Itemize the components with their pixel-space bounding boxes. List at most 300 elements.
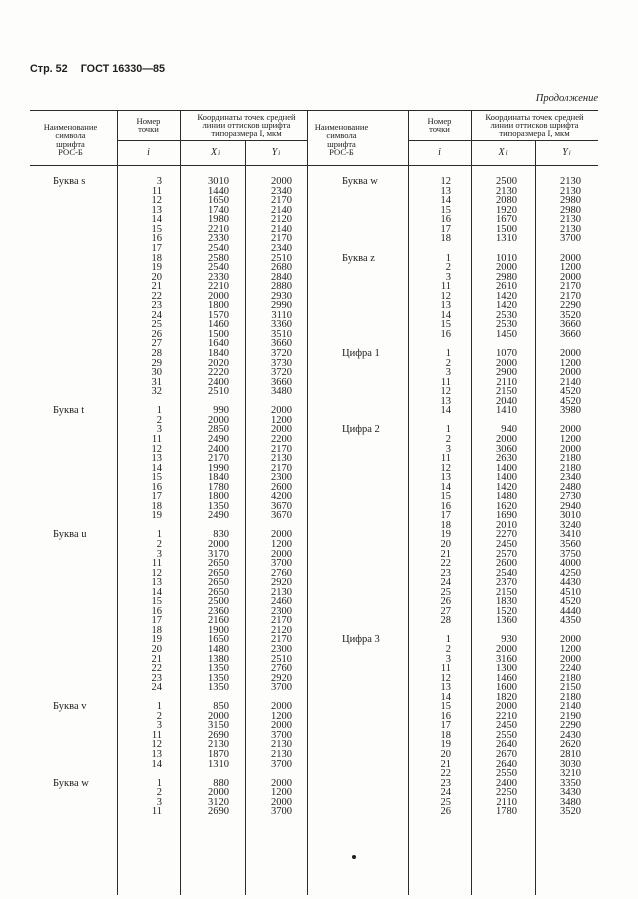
x-coordinate-cell: 1840 [208,472,229,484]
symbol-name-cell [307,187,408,197]
symbol-name-cell [30,215,117,225]
x-coordinate-cell: 2540 [208,243,229,255]
y-coordinate-cell: 2000 [560,424,581,436]
x-coordinate-cell: 1690 [496,510,517,522]
x-coordinate-cell: 2110 [496,796,517,808]
y-coordinate-cell: 2300 [271,472,292,484]
header-bottom-rule [30,165,598,166]
table-row [30,674,307,684]
y-coordinate-cell: 2760 [271,567,292,579]
y-coordinate-cell: 2810 [560,749,581,760]
point-number-cell: 16 [151,481,162,493]
table-row [307,254,598,264]
header-coordinates-text: Координаты точек средней линии оттисков шрифта типоразмера I, мкм [485,111,584,139]
y-coordinate-cell: 2130 [271,586,292,598]
symbol-name-cell [30,234,117,244]
symbol-name-cell [30,263,117,273]
point-number-cell: 19 [151,262,162,274]
table-row [30,177,307,187]
y-coordinate-cell: 3510 [271,328,292,340]
x-coordinate-cell: 1400 [496,462,517,474]
y-coordinate-cell: 2170 [271,195,292,207]
point-number-cell: 32 [151,386,162,398]
y-coordinate-cell: 2000 [271,529,292,541]
symbol-name-cell [30,731,117,741]
point-number-cell: 3 [156,796,162,808]
table-row [30,511,307,521]
table-row [30,349,307,359]
table-row [30,187,307,197]
symbol-name-cell [30,330,117,340]
point-number-cell: 1 [445,634,451,646]
x-coordinate-cell: 1350 [208,682,229,694]
symbol-name-cell [307,206,408,216]
x-coordinate-cell: 2270 [496,529,517,541]
y-coordinate-cell: 2000 [271,777,292,789]
table-row [307,750,598,760]
x-coordinate-cell: 1620 [496,500,517,512]
x-coordinate-cell: 2550 [496,768,517,780]
symbol-name-cell: Буква v [53,701,87,713]
x-coordinate-cell: 2000 [208,710,229,722]
x-coordinate-cell: 1670 [496,214,517,226]
table-row [30,320,307,330]
x-coordinate-cell: 1480 [496,491,517,503]
x-coordinate-cell: 1420 [496,481,517,493]
symbol-name-cell: Буква w [53,777,89,789]
y-coordinate-cell: 2000 [560,271,581,283]
header-coordinates-left [180,110,307,140]
x-coordinate-cell: 2540 [496,567,517,579]
symbol-name-cell [30,616,117,626]
x-coordinate-cell: 2900 [496,367,517,379]
point-number-cell: 17 [151,491,162,503]
x-coordinate-cell: 1460 [496,672,517,684]
point-number-cell: 3 [445,367,451,379]
symbol-name-cell [30,511,117,521]
point-number-cell: 1 [445,424,451,436]
y-coordinate-cell: 2170 [560,281,581,293]
table-row [307,225,598,235]
page-number-label: Стр. 52 [30,63,68,75]
header-y-right: Y i [562,146,571,158]
x-coordinate-cell: 1780 [496,806,517,818]
point-number-cell: 13 [151,204,162,216]
table-row [307,740,598,750]
symbol-name-cell [307,445,408,455]
x-coordinate-cell: 2360 [208,605,229,617]
table-row [30,731,307,741]
point-number-cell: 17 [440,223,451,235]
point-number-cell: 12 [440,672,451,684]
x-coordinate-cell: 3160 [496,653,517,665]
y-coordinate-cell: 2510 [271,653,292,665]
point-number-cell: 11 [151,433,162,445]
x-coordinate-cell: 1650 [208,195,229,207]
symbol-name-cell [307,683,408,693]
symbol-name-cell [307,664,408,674]
symbol-name-cell [307,693,408,703]
table-row [307,702,598,712]
table-row [30,760,307,770]
table-row [30,292,307,302]
table-row [307,330,598,340]
x-coordinate-cell: 2650 [208,586,229,598]
header-symbol-name-text: Наименование символа шрифта РОС-Б [43,122,98,157]
point-number-cell: 14 [151,758,162,770]
point-number-cell: 25 [440,586,451,598]
point-number-cell: 20 [440,749,451,760]
x-coordinate-cell: 2150 [496,386,517,398]
y-coordinate-cell: 2000 [271,548,292,560]
x-coordinate-cell: 1800 [208,300,229,312]
x-coordinate-cell: 830 [213,529,229,541]
header-x-symbol: X [498,146,505,158]
point-number-cell: 16 [440,500,451,512]
header-point-number-right [408,110,471,140]
symbol-name-cell [30,454,117,464]
table-row [307,483,598,493]
x-coordinate-cell: 1780 [208,481,229,493]
x-coordinate-cell: 1360 [496,615,517,627]
table-row [307,454,598,464]
table-body-left [30,177,307,817]
y-coordinate-cell: 2180 [560,453,581,465]
symbol-name-cell [30,607,117,617]
y-coordinate-cell: 2180 [560,691,581,703]
symbol-name-cell [30,225,117,235]
y-coordinate-cell: 2000 [271,796,292,808]
y-coordinate-cell: 3560 [560,538,581,550]
table-row [30,473,307,483]
y-coordinate-cell: 3660 [560,319,581,331]
point-number-cell: 3 [156,548,162,560]
header-coordinates-text: Координаты точек средней линии оттисков шрифта типоразмера I, мкм [197,111,296,139]
x-coordinate-cell: 1870 [208,749,229,760]
x-coordinate-cell: 2000 [208,538,229,550]
symbol-name-cell [30,597,117,607]
x-coordinate-cell: 2690 [208,806,229,818]
point-number-cell: 14 [440,195,451,207]
y-coordinate-cell: 2290 [560,300,581,312]
x-coordinate-cell: 2210 [208,223,229,235]
x-coordinate-cell: 1800 [208,491,229,503]
symbol-name-cell [30,435,117,445]
table-row [307,798,598,808]
y-coordinate-cell: 3210 [560,768,581,780]
x-coordinate-cell: 2400 [208,376,229,388]
symbol-name-cell [30,311,117,321]
table-row [307,425,598,435]
x-coordinate-cell: 1830 [496,596,517,608]
point-number-cell: 11 [151,558,162,570]
continuation-label: Продолжение [535,93,598,104]
table-row [30,664,307,674]
x-coordinate-cell: 1380 [208,653,229,665]
x-coordinate-cell: 2000 [496,433,517,445]
x-coordinate-cell: 2490 [208,510,229,522]
x-coordinate-cell: 1010 [496,252,517,264]
table-row [30,788,307,798]
symbol-name-cell [307,530,408,540]
table-row [307,683,598,693]
point-number-cell: 12 [151,443,162,455]
y-coordinate-cell: 2000 [271,701,292,713]
table-row [307,760,598,770]
x-coordinate-cell: 930 [501,634,517,646]
y-coordinate-cell: 2940 [560,500,581,512]
symbol-name-cell [307,273,408,283]
symbol-name-cell [307,712,408,722]
symbol-name-cell [307,702,408,712]
point-number-cell: 13 [440,395,451,407]
table-row [30,721,307,731]
point-number-cell: 22 [440,558,451,570]
point-number-cell: 15 [151,472,162,484]
y-coordinate-cell: 4520 [560,596,581,608]
header-y-symbol: Y [271,146,278,158]
point-number-cell: 14 [151,586,162,598]
header-symbol-name-text: Наименование символа шрифта РОС-Б [314,122,369,157]
table-row [30,779,307,789]
y-coordinate-cell: 2130 [271,453,292,465]
x-coordinate-cell: 3170 [208,548,229,560]
symbol-name-cell [307,406,408,416]
table-row [307,234,598,244]
table-row [307,435,598,445]
x-coordinate-cell: 2080 [496,195,517,207]
symbol-name-cell [307,569,408,579]
symbol-name-cell [30,368,117,378]
symbol-name-cell [307,578,408,588]
table-row [30,282,307,292]
table-row [30,483,307,493]
x-coordinate-cell: 2570 [496,548,517,560]
x-coordinate-cell: 1310 [496,233,517,245]
y-coordinate-cell: 3720 [271,367,292,379]
symbol-name-cell: Буква t [53,405,85,417]
y-coordinate-cell: 2120 [271,214,292,226]
y-coordinate-cell: 2000 [271,424,292,436]
point-number-cell: 3 [156,720,162,732]
point-number-cell: 15 [440,319,451,331]
point-number-cell: 12 [151,567,162,579]
point-number-cell: 17 [440,510,451,522]
table-row [30,683,307,693]
y-coordinate-cell: 3480 [271,386,292,398]
point-number-cell: 2 [445,262,451,274]
symbol-name-cell [307,760,408,770]
table-row [30,234,307,244]
symbol-name-cell [307,311,408,321]
x-coordinate-cell: 2150 [496,586,517,598]
table-row [307,206,598,216]
table-row [30,454,307,464]
table-row [30,492,307,502]
y-coordinate-cell: 2240 [560,663,581,675]
y-coordinate-cell: 2000 [560,653,581,665]
point-number-cell: 15 [440,701,451,713]
x-coordinate-cell: 2000 [496,357,517,369]
symbol-name-cell [307,263,408,273]
symbol-name-cell [30,712,117,722]
y-coordinate-cell: 3110 [271,309,292,321]
table-row [30,215,307,225]
y-coordinate-cell: 2730 [560,491,581,503]
y-coordinate-cell: 3410 [560,529,581,541]
table-row [307,788,598,798]
y-coordinate-cell: 4440 [560,605,581,617]
table-row [30,263,307,273]
y-coordinate-cell: 3720 [271,348,292,360]
symbol-name-cell: Цифра 3 [342,634,380,646]
header-index-symbol: i [147,146,150,158]
table-row [307,320,598,330]
table-row [30,550,307,560]
table-row [307,196,598,206]
symbol-name-cell [307,234,408,244]
y-coordinate-cell: 2760 [271,663,292,675]
point-number-cell: 19 [151,634,162,646]
point-number-cell: 13 [151,749,162,760]
point-number-cell: 28 [151,348,162,360]
table-row [30,387,307,397]
y-coordinate-cell: 2000 [271,405,292,417]
x-coordinate-cell: 2250 [496,787,517,799]
y-coordinate-cell: 1200 [560,433,581,445]
header-x-symbol: X [210,146,218,158]
point-number-cell: 12 [440,176,451,188]
point-number-cell: 20 [151,643,162,655]
symbol-name-cell [30,387,117,397]
y-coordinate-cell: 2000 [560,634,581,646]
point-number-cell: 11 [151,185,162,197]
table-row [30,206,307,216]
y-coordinate-cell: 2170 [271,443,292,455]
table-row [30,254,307,264]
table-row [307,292,598,302]
point-number-cell: 24 [151,682,162,694]
point-number-cell: 21 [151,281,162,293]
symbol-name-cell [307,607,408,617]
y-coordinate-cell: 2340 [271,243,292,255]
point-number-cell: 12 [440,462,451,474]
symbol-name-cell [30,187,117,197]
table-row [30,464,307,474]
symbol-name-cell [30,282,117,292]
table-row [30,588,307,598]
header-index-left [117,140,180,165]
y-coordinate-cell: 2130 [560,176,581,188]
y-coordinate-cell: 2920 [271,672,292,684]
y-coordinate-cell: 4000 [560,558,581,570]
x-coordinate-cell: 2040 [496,395,517,407]
x-coordinate-cell: 3120 [208,796,229,808]
y-coordinate-cell: 2430 [560,729,581,741]
symbol-name-cell [30,740,117,750]
x-coordinate-cell: 1570 [208,309,229,321]
y-coordinate-cell: 2840 [271,271,292,283]
table-row [307,664,598,674]
x-coordinate-cell: 2000 [496,643,517,655]
y-coordinate-cell: 2000 [271,176,292,188]
table-row [307,635,598,645]
symbol-name-cell [30,502,117,512]
symbol-name-cell [30,683,117,693]
table-row [307,387,598,397]
symbol-name-cell [307,483,408,493]
x-coordinate-cell: 2500 [496,176,517,188]
x-coordinate-cell: 1420 [496,290,517,302]
table-row [30,359,307,369]
header-y-symbol: Y [562,146,568,158]
y-coordinate-cell: 4200 [271,491,292,503]
table-row [30,578,307,588]
x-coordinate-cell: 2490 [208,433,229,445]
point-number-cell: 14 [440,405,451,417]
symbol-name-cell [307,559,408,569]
y-coordinate-cell: 3660 [271,376,292,388]
y-coordinate-cell: 2140 [271,204,292,216]
x-coordinate-cell: 2640 [496,739,517,751]
table-row [307,521,598,531]
x-coordinate-cell: 2650 [208,577,229,589]
point-number-cell: 18 [440,519,451,531]
table-row [30,225,307,235]
symbol-name-cell [30,721,117,731]
symbol-name-cell: Цифра 2 [342,424,380,436]
table-body-right [307,177,598,817]
y-coordinate-cell: 3980 [560,405,581,417]
point-number-cell: 2 [156,538,162,550]
point-number-cell: 18 [151,252,162,264]
y-coordinate-cell: 2130 [560,223,581,235]
point-number-cell: 1 [156,701,162,713]
point-number-cell: 11 [151,729,162,741]
y-coordinate-cell: 3700 [271,558,292,570]
y-coordinate-cell: 2460 [271,596,292,608]
symbol-name-cell [30,578,117,588]
symbol-name-cell [307,397,408,407]
table-row [307,550,598,560]
table-row [30,712,307,722]
y-coordinate-cell: 4520 [560,395,581,407]
point-number-cell: 19 [440,529,451,541]
table-row [307,349,598,359]
table-row [307,282,598,292]
y-coordinate-cell: 2130 [271,749,292,760]
y-coordinate-cell: 2170 [271,615,292,627]
symbol-name-cell [30,473,117,483]
point-number-cell: 14 [440,309,451,321]
symbol-name-cell [307,359,408,369]
symbol-name-cell [307,731,408,741]
point-number-cell: 17 [440,720,451,732]
y-coordinate-cell: 2140 [271,223,292,235]
point-number-cell: 13 [440,185,451,197]
table-row [30,597,307,607]
table-row [30,416,307,426]
point-number-cell: 13 [151,577,162,589]
point-number-cell: 27 [440,605,451,617]
point-number-cell: 1 [156,529,162,541]
point-number-cell: 13 [440,300,451,312]
symbol-name-cell [30,798,117,808]
symbol-name-cell [307,292,408,302]
symbol-name-cell [307,769,408,779]
symbol-name-cell [307,378,408,388]
x-coordinate-cell: 2630 [496,453,517,465]
